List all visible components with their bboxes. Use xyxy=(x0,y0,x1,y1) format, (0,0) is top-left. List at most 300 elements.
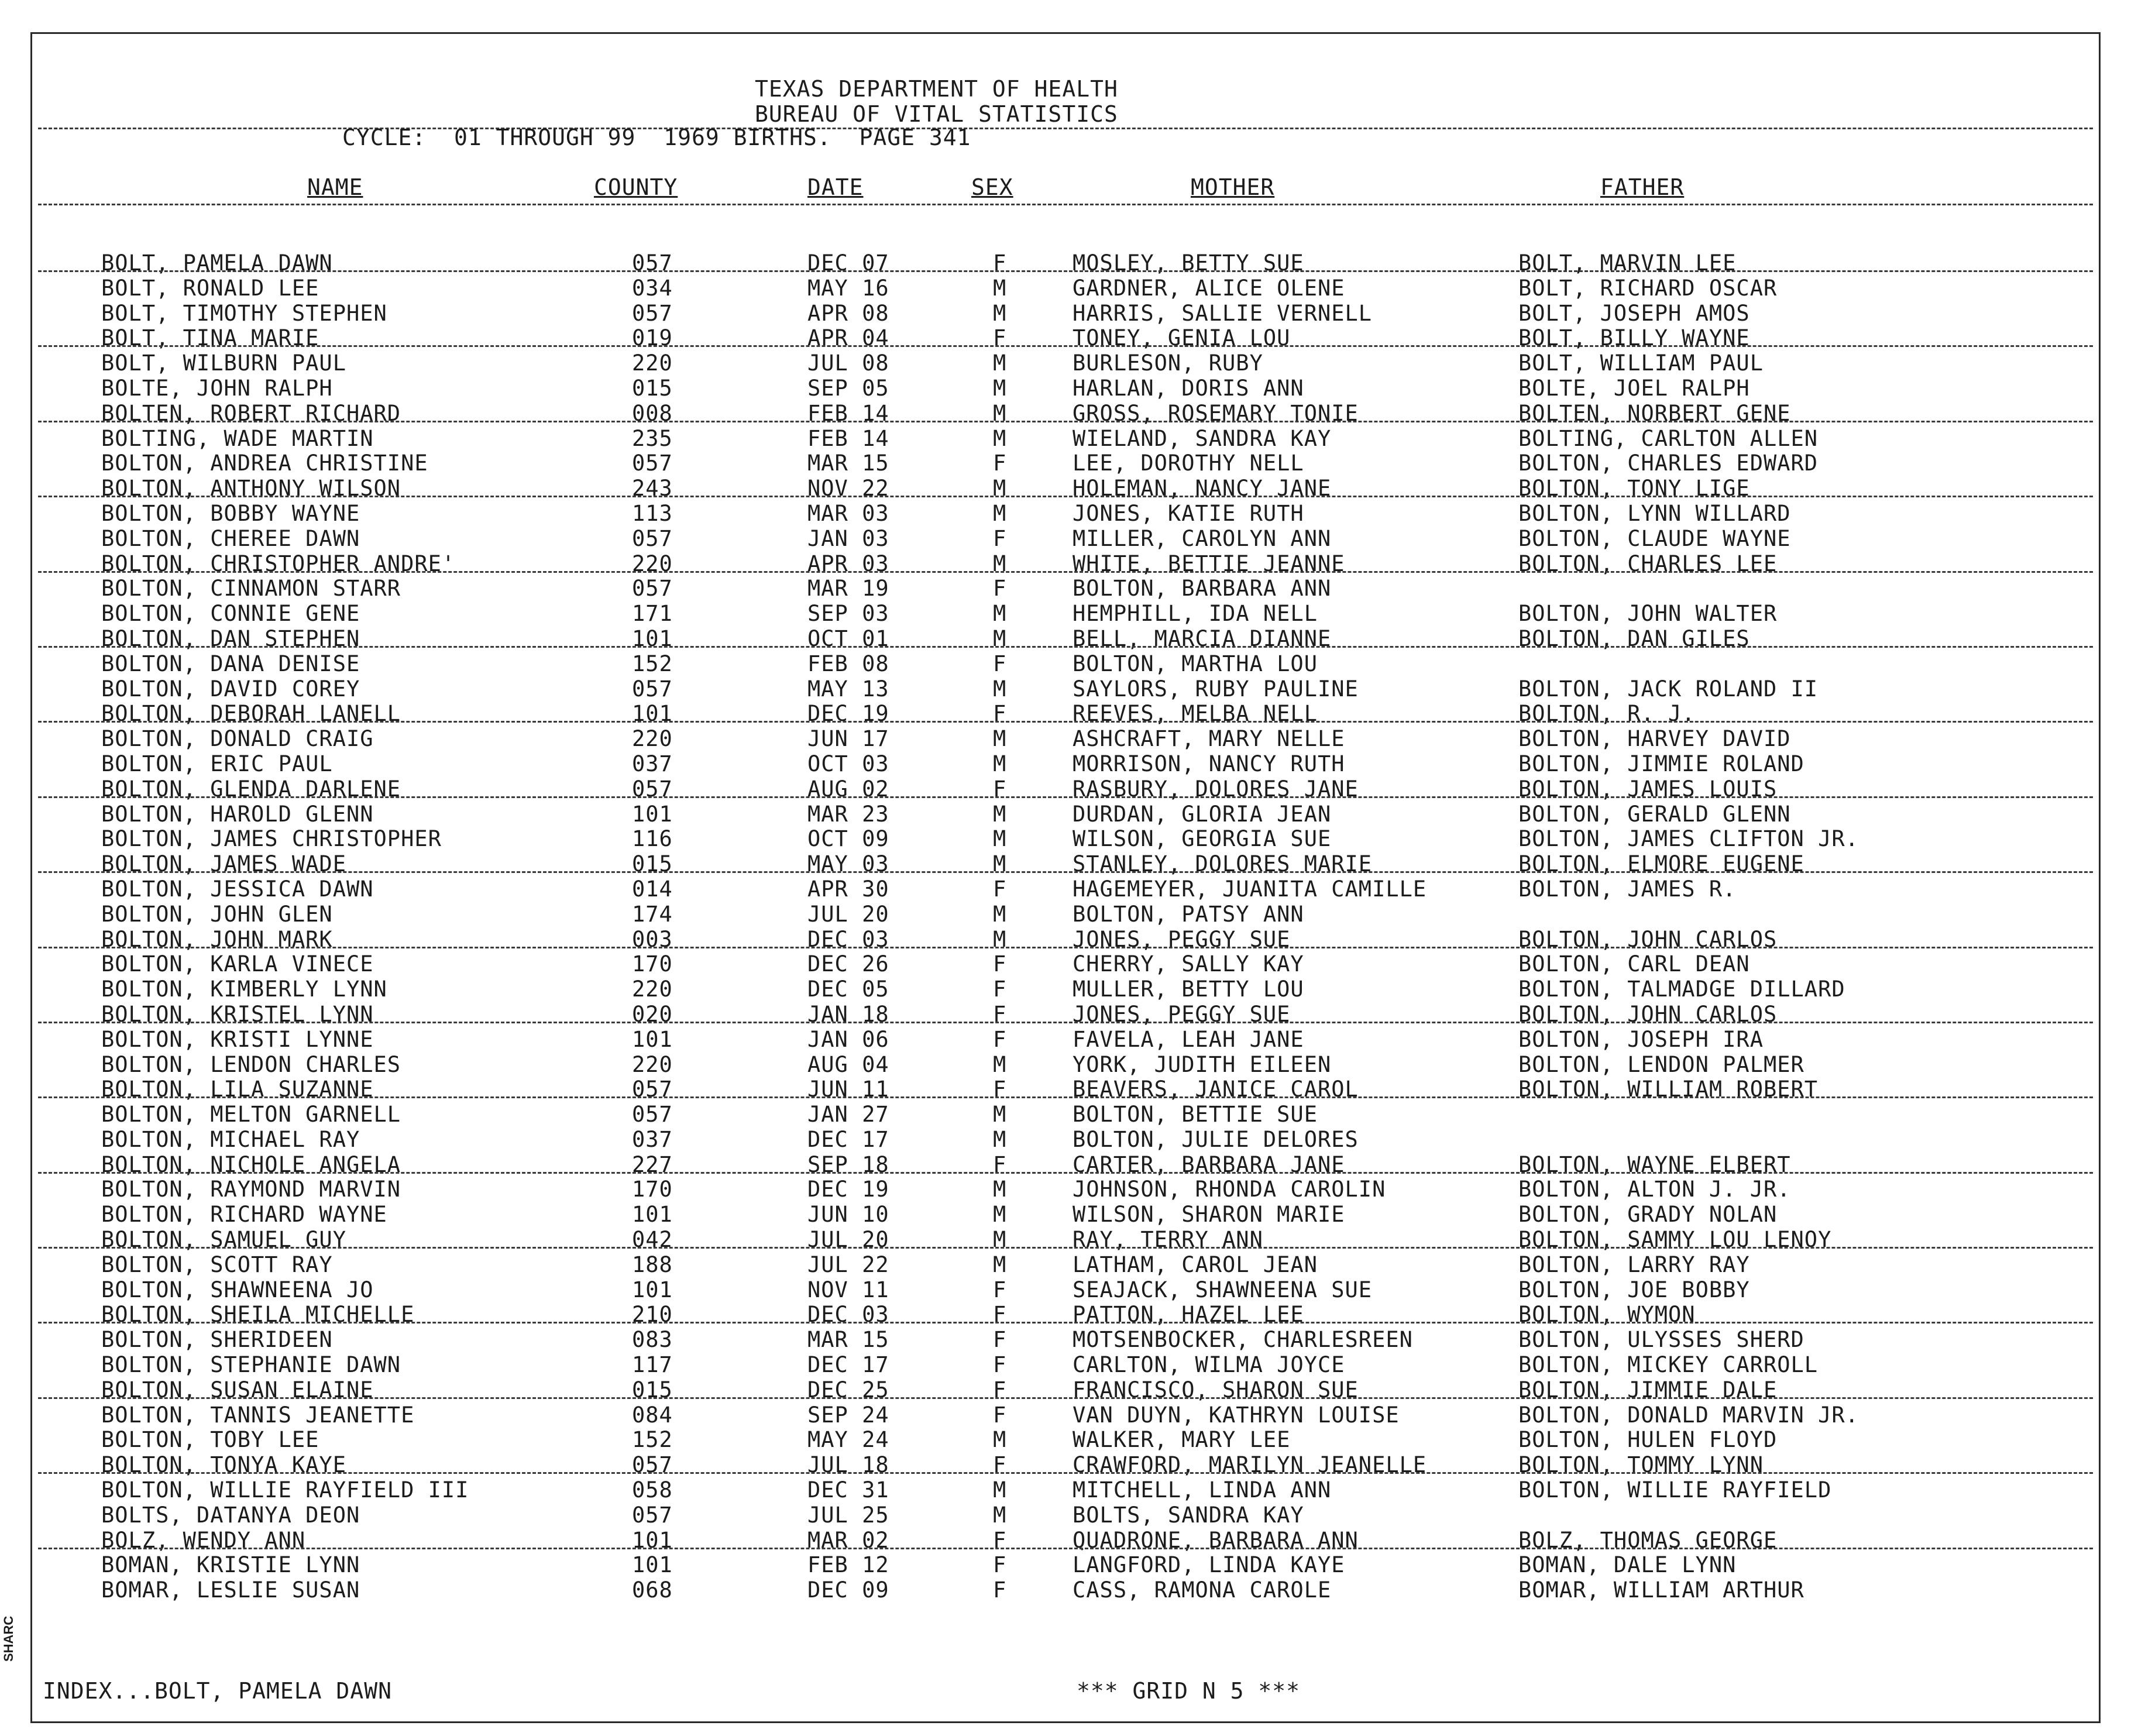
county-cell: 084 xyxy=(632,1402,673,1428)
county-cell: 116 xyxy=(632,826,673,852)
date-cell: MAY 13 xyxy=(807,676,889,702)
mother-cell: LEE, DOROTHY NELL xyxy=(1073,451,1304,476)
table-row xyxy=(32,1476,2099,1501)
mother-cell: REEVES, MELBA NELL xyxy=(1073,701,1318,727)
county-cell: 003 xyxy=(632,926,673,952)
sex-cell: F xyxy=(993,977,1007,1002)
mother-cell: HARRIS, SALLIE VERNELL xyxy=(1073,300,1373,326)
column-header-name: NAME xyxy=(307,174,363,200)
father-cell: BOLTON, MICKEY CARROLL xyxy=(1518,1352,1819,1378)
name-cell: BOLTON, SHERIDEEN xyxy=(101,1327,333,1353)
name-cell: BOLT, WILBURN PAUL xyxy=(101,350,346,376)
father-cell: BOLTON, DAN GILES xyxy=(1518,625,1750,651)
table-row xyxy=(32,625,2099,650)
county-cell: 210 xyxy=(632,1302,673,1328)
date-cell: JAN 06 xyxy=(807,1026,889,1052)
father-cell: BOLTEN, NORBERT GENE xyxy=(1518,400,1791,426)
father-cell: BOLTON, JOE BOBBY xyxy=(1518,1277,1750,1302)
sex-cell: F xyxy=(993,1527,1007,1553)
county-cell: 057 xyxy=(632,525,673,551)
father-cell: BOLTON, CARL DEAN xyxy=(1518,951,1750,977)
father-cell: BOLT, MARVIN LEE xyxy=(1518,250,1737,276)
name-cell: BOLTON, JAMES WADE xyxy=(101,851,346,877)
date-cell: DEC 03 xyxy=(807,926,889,952)
table-row xyxy=(32,550,2099,575)
table-row xyxy=(32,775,2099,800)
name-cell: BOLTON, WILLIE RAYFIELD III xyxy=(101,1477,469,1503)
date-cell: FEB 14 xyxy=(807,425,889,451)
county-cell: 057 xyxy=(632,576,673,601)
date-cell: JUN 11 xyxy=(807,1077,889,1102)
table-row xyxy=(32,1201,2099,1226)
sex-cell: F xyxy=(993,325,1007,351)
county-cell: 235 xyxy=(632,425,673,451)
county-cell: 020 xyxy=(632,1001,673,1027)
sex-cell: M xyxy=(993,726,1007,752)
sex-cell: M xyxy=(993,1227,1007,1253)
name-cell: BOLTON, JOHN MARK xyxy=(101,926,333,952)
printout-sheet xyxy=(30,32,2101,1723)
sex-cell: M xyxy=(993,400,1007,426)
county-cell: 037 xyxy=(632,751,673,776)
date-cell: JUL 20 xyxy=(807,901,889,927)
mother-cell: MOTSENBOCKER, CHARLESREEN xyxy=(1073,1327,1413,1353)
sex-cell: M xyxy=(993,926,1007,952)
sex-cell: M xyxy=(993,1202,1007,1228)
table-row xyxy=(32,1351,2099,1376)
name-cell: BOLTON, TONYA KAYE xyxy=(101,1452,346,1478)
mother-cell: CHERRY, SALLY KAY xyxy=(1073,951,1304,977)
mother-cell: WALKER, MARY LEE xyxy=(1073,1427,1291,1453)
date-cell: NOV 11 xyxy=(807,1277,889,1302)
father-cell: BOLTON, TALMADGE DILLARD xyxy=(1518,977,1845,1002)
name-cell: BOLTON, SHEILA MICHELLE xyxy=(101,1302,415,1328)
mother-cell: MORRISON, NANCY RUTH xyxy=(1073,751,1345,776)
date-cell: SEP 18 xyxy=(807,1151,889,1177)
sex-cell: M xyxy=(993,1427,1007,1453)
sex-cell: F xyxy=(993,1452,1007,1478)
date-cell: APR 04 xyxy=(807,325,889,351)
name-cell: BOLTON, JESSICA DAWN xyxy=(101,876,374,902)
mother-cell: MOSLEY, BETTY SUE xyxy=(1073,250,1304,276)
county-cell: 042 xyxy=(632,1227,673,1253)
name-cell: BOLTON, DAVID COREY xyxy=(101,676,360,702)
father-cell: BOLTON, JACK ROLAND II xyxy=(1518,676,1819,702)
father-cell: BOLTON, JAMES R. xyxy=(1518,876,1737,902)
table-row xyxy=(32,1326,2099,1351)
sex-cell: M xyxy=(993,1126,1007,1152)
name-cell: BOLTON, KRISTI LYNNE xyxy=(101,1026,374,1052)
father-cell: BOLTON, GRADY NOLAN xyxy=(1518,1202,1778,1228)
margin-mark: SHARC xyxy=(1,1615,16,1662)
mother-cell: GROSS, ROSEMARY TONIE xyxy=(1073,400,1359,426)
mother-cell: BURLESON, RUBY xyxy=(1073,350,1263,376)
father-cell: BOLTON, CHARLES LEE xyxy=(1518,551,1778,576)
table-row xyxy=(32,349,2099,374)
table-row xyxy=(32,1101,2099,1126)
county-cell: 188 xyxy=(632,1252,673,1277)
table-row xyxy=(32,1001,2099,1026)
table-row xyxy=(32,975,2099,1001)
table-row xyxy=(32,1226,2099,1251)
table-row xyxy=(32,425,2099,450)
mother-cell: JONES, PEGGY SUE xyxy=(1073,1001,1291,1027)
father-cell: BOLTON, JOHN CARLOS xyxy=(1518,1001,1778,1027)
sex-cell: M xyxy=(993,300,1007,326)
name-cell: BOLTON, SHAWNEENA JO xyxy=(101,1277,374,1302)
date-cell: DEC 19 xyxy=(807,1177,889,1202)
county-cell: 057 xyxy=(632,676,673,702)
name-cell: BOLTON, CONNIE GENE xyxy=(101,601,360,627)
table-row xyxy=(32,1051,2099,1076)
father-cell: BOLTON, JIMMIE ROLAND xyxy=(1518,751,1804,776)
date-cell: SEP 03 xyxy=(807,601,889,627)
father-cell: BOLTE, JOEL RALPH xyxy=(1518,375,1750,401)
father-cell: BOLTON, ELMORE EUGENE xyxy=(1518,851,1804,877)
sex-cell: M xyxy=(993,1177,1007,1202)
name-cell: BOLTON, BOBBY WAYNE xyxy=(101,500,360,526)
mother-cell: SEAJACK, SHAWNEENA SUE xyxy=(1073,1277,1373,1302)
sex-cell: M xyxy=(993,901,1007,927)
father-cell: BOLT, JOSEPH AMOS xyxy=(1518,300,1750,326)
name-cell: BOLTON, KIMBERLY LYNN xyxy=(101,977,387,1002)
name-cell: BOLTON, NICHOLE ANGELA xyxy=(101,1151,401,1177)
table-row xyxy=(32,950,2099,975)
mother-cell: JONES, KATIE RUTH xyxy=(1073,500,1304,526)
sex-cell: F xyxy=(993,451,1007,476)
date-cell: MAR 23 xyxy=(807,801,889,827)
table-row xyxy=(32,1251,2099,1276)
name-cell: BOLT, TIMOTHY STEPHEN xyxy=(101,300,387,326)
father-cell: BOLTON, HULEN FLOYD xyxy=(1518,1427,1778,1453)
table-row xyxy=(32,850,2099,875)
name-cell: BOLTING, WADE MARTIN xyxy=(101,425,374,451)
date-cell: JAN 18 xyxy=(807,1001,889,1027)
sex-cell: M xyxy=(993,1477,1007,1503)
index-footer: INDEX...BOLT, PAMELA DAWN xyxy=(43,1678,392,1704)
sex-cell: F xyxy=(993,1327,1007,1353)
mother-cell: CARLTON, WILMA JOYCE xyxy=(1073,1352,1345,1378)
name-cell: BOLTON, JAMES CHRISTOPHER xyxy=(101,826,442,852)
department-title: TEXAS DEPARTMENT OF HEALTH xyxy=(755,76,1118,102)
mother-cell: RASBURY, DOLORES JANE xyxy=(1073,776,1359,802)
date-cell: MAY 24 xyxy=(807,1427,889,1453)
name-cell: BOLTON, LILA SUZANNE xyxy=(101,1077,374,1102)
father-cell: BOLTON, ALTON J. JR. xyxy=(1518,1177,1791,1202)
sex-cell: F xyxy=(993,1552,1007,1578)
date-cell: DEC 05 xyxy=(807,977,889,1002)
sex-cell: F xyxy=(993,776,1007,802)
father-cell: BOLT, WILLIAM PAUL xyxy=(1518,350,1764,376)
name-cell: BOLTS, DATANYA DEON xyxy=(101,1502,360,1528)
column-header-county: COUNTY xyxy=(594,174,678,200)
name-cell: BOLT, PAMELA DAWN xyxy=(101,250,333,276)
table-row xyxy=(32,575,2099,600)
date-cell: MAR 15 xyxy=(807,1327,889,1353)
table-row xyxy=(32,600,2099,625)
date-cell: MAR 03 xyxy=(807,500,889,526)
sex-cell: M xyxy=(993,851,1007,877)
county-cell: 152 xyxy=(632,1427,673,1453)
date-cell: OCT 03 xyxy=(807,751,889,776)
date-cell: DEC 03 xyxy=(807,1302,889,1328)
table-row xyxy=(32,1527,2099,1552)
name-cell: BOLTON, HAROLD GLENN xyxy=(101,801,374,827)
sex-cell: F xyxy=(993,1151,1007,1177)
county-cell: 101 xyxy=(632,1527,673,1553)
table-row xyxy=(32,1401,2099,1426)
father-cell: BOLTON, WAYNE ELBERT xyxy=(1518,1151,1791,1177)
sex-cell: M xyxy=(993,476,1007,501)
mother-cell: WIELAND, SANDRA KAY xyxy=(1073,425,1332,451)
sex-cell: F xyxy=(993,1077,1007,1102)
father-cell: BOLTON, LENDON PALMER xyxy=(1518,1051,1804,1077)
name-cell: BOLTON, DANA DENISE xyxy=(101,651,360,676)
name-cell: BOLTON, DEBORAH LANELL xyxy=(101,701,401,727)
table-row xyxy=(32,1551,2099,1576)
column-header-mother: MOTHER xyxy=(1191,174,1275,200)
father-cell: BOLTON, SAMMY LOU LENOY xyxy=(1518,1227,1832,1253)
date-cell: NOV 22 xyxy=(807,476,889,501)
mother-cell: CASS, RAMONA CAROLE xyxy=(1073,1577,1332,1603)
table-row xyxy=(32,500,2099,525)
date-cell: MAR 15 xyxy=(807,451,889,476)
sex-cell: F xyxy=(993,1577,1007,1603)
table-row xyxy=(32,1376,2099,1401)
sex-cell: M xyxy=(993,676,1007,702)
name-cell: BOLTON, ERIC PAUL xyxy=(101,751,333,776)
mother-cell: WHITE, BETTIE JEANNE xyxy=(1073,551,1345,576)
sex-cell: F xyxy=(993,1277,1007,1302)
sex-cell: F xyxy=(993,250,1007,276)
father-cell: BOLT, RICHARD OSCAR xyxy=(1518,275,1778,301)
name-cell: BOLTON, RICHARD WAYNE xyxy=(101,1202,387,1228)
table-row xyxy=(32,449,2099,475)
father-cell: BOLTON, TONY LIGE xyxy=(1518,476,1750,501)
date-cell: JUL 25 xyxy=(807,1502,889,1528)
mother-cell: FAVELA, LEAH JANE xyxy=(1073,1026,1304,1052)
column-header-date: DATE xyxy=(807,174,864,200)
county-cell: 101 xyxy=(632,801,673,827)
date-cell: DEC 25 xyxy=(807,1377,889,1402)
date-cell: APR 08 xyxy=(807,300,889,326)
father-cell: BOMAN, DALE LYNN xyxy=(1518,1552,1737,1578)
table-row xyxy=(32,926,2099,951)
mother-cell: BOLTON, PATSY ANN xyxy=(1073,901,1304,927)
father-cell: BOLT, BILLY WAYNE xyxy=(1518,325,1750,351)
father-cell: BOLTON, CHARLES EDWARD xyxy=(1518,451,1819,476)
sex-cell: F xyxy=(993,651,1007,676)
county-cell: 113 xyxy=(632,500,673,526)
date-cell: JUL 20 xyxy=(807,1227,889,1253)
county-cell: 058 xyxy=(632,1477,673,1503)
table-row xyxy=(32,1151,2099,1176)
mother-cell: CARTER, BARBARA JANE xyxy=(1073,1151,1345,1177)
county-cell: 019 xyxy=(632,325,673,351)
father-cell: BOLTON, CLAUDE WAYNE xyxy=(1518,525,1791,551)
table-row xyxy=(32,1075,2099,1101)
mother-cell: CRAWFORD, MARILYN JEANELLE xyxy=(1073,1452,1427,1478)
table-row xyxy=(32,1276,2099,1301)
mother-cell: MITCHELL, LINDA ANN xyxy=(1073,1477,1332,1503)
sex-cell: M xyxy=(993,1051,1007,1077)
mother-cell: HOLEMAN, NANCY JANE xyxy=(1073,476,1332,501)
sex-cell: F xyxy=(993,576,1007,601)
date-cell: JUN 17 xyxy=(807,726,889,752)
father-cell: BOLTON, TOMMY LYNN xyxy=(1518,1452,1764,1478)
name-cell: BOLTON, MICHAEL RAY xyxy=(101,1126,360,1152)
mother-cell: FRANCISCO, SHARON SUE xyxy=(1073,1377,1359,1402)
county-cell: 068 xyxy=(632,1577,673,1603)
date-cell: APR 03 xyxy=(807,551,889,576)
name-cell: BOLTE, JOHN RALPH xyxy=(101,375,333,401)
date-cell: JAN 27 xyxy=(807,1102,889,1127)
father-cell: BOLTON, LARRY RAY xyxy=(1518,1252,1750,1277)
county-cell: 057 xyxy=(632,1452,673,1478)
mother-cell: SAYLORS, RUBY PAULINE xyxy=(1073,676,1359,702)
sex-cell: F xyxy=(993,876,1007,902)
name-cell: BOLZ, WENDY ANN xyxy=(101,1527,306,1553)
county-cell: 101 xyxy=(632,625,673,651)
mother-cell: BOLTON, BARBARA ANN xyxy=(1073,576,1332,601)
date-cell: FEB 12 xyxy=(807,1552,889,1578)
father-cell: BOLTON, JOHN WALTER xyxy=(1518,601,1778,627)
father-cell: BOLTON, WYMON xyxy=(1518,1302,1696,1328)
mother-cell: HARLAN, DORIS ANN xyxy=(1073,375,1304,401)
father-cell: BOLTON, JAMES LOUIS xyxy=(1518,776,1778,802)
county-cell: 015 xyxy=(632,851,673,877)
table-row xyxy=(32,725,2099,750)
county-cell: 117 xyxy=(632,1352,673,1378)
mother-cell: BOLTON, JULIE DELORES xyxy=(1073,1126,1359,1152)
date-cell: MAY 16 xyxy=(807,275,889,301)
table-row xyxy=(32,800,2099,826)
table-row xyxy=(32,900,2099,926)
sex-cell: M xyxy=(993,275,1007,301)
mother-cell: WILSON, GEORGIA SUE xyxy=(1073,826,1332,852)
column-header-father: FATHER xyxy=(1600,174,1685,200)
date-cell: FEB 14 xyxy=(807,400,889,426)
county-cell: 220 xyxy=(632,977,673,1002)
name-cell: BOLTON, SUSAN ELAINE xyxy=(101,1377,374,1402)
name-cell: BOMAN, KRISTIE LYNN xyxy=(101,1552,360,1578)
date-cell: AUG 04 xyxy=(807,1051,889,1077)
name-cell: BOLTON, TANNIS JEANETTE xyxy=(101,1402,415,1428)
name-cell: BOLTON, SCOTT RAY xyxy=(101,1252,333,1277)
mother-cell: VAN DUYN, KATHRYN LOUISE xyxy=(1073,1402,1400,1428)
mother-cell: MULLER, BETTY LOU xyxy=(1073,977,1304,1002)
table-row xyxy=(32,1576,2099,1601)
date-cell: JUL 18 xyxy=(807,1452,889,1478)
county-cell: 101 xyxy=(632,1552,673,1578)
table-row xyxy=(32,324,2099,349)
county-cell: 034 xyxy=(632,275,673,301)
mother-cell: LATHAM, CAROL JEAN xyxy=(1073,1252,1318,1277)
sex-cell: M xyxy=(993,826,1007,852)
date-cell: SEP 24 xyxy=(807,1402,889,1428)
county-cell: 220 xyxy=(632,726,673,752)
sex-cell: M xyxy=(993,500,1007,526)
name-cell: BOLTON, LENDON CHARLES xyxy=(101,1051,401,1077)
sex-cell: M xyxy=(993,375,1007,401)
father-cell: BOLTON, DONALD MARVIN JR. xyxy=(1518,1402,1859,1428)
name-cell: BOLT, TINA MARIE xyxy=(101,325,319,351)
county-cell: 174 xyxy=(632,901,673,927)
date-cell: JUL 22 xyxy=(807,1252,889,1277)
date-cell: APR 30 xyxy=(807,876,889,902)
sex-cell: M xyxy=(993,751,1007,776)
father-cell: BOLTON, WILLIE RAYFIELD xyxy=(1518,1477,1832,1503)
mother-cell: BOLTON, MARTHA LOU xyxy=(1073,651,1318,676)
sex-cell: F xyxy=(993,525,1007,551)
sex-cell: M xyxy=(993,1252,1007,1277)
name-cell: BOLTON, KARLA VINECE xyxy=(101,951,374,977)
sex-cell: F xyxy=(993,1001,1007,1027)
father-cell: BOLTON, JOSEPH IRA xyxy=(1518,1026,1764,1052)
father-cell: BOLTON, R. J. xyxy=(1518,701,1696,727)
sex-cell: M xyxy=(993,801,1007,827)
name-cell: BOLTON, DAN STEPHEN xyxy=(101,625,360,651)
cycle-line: CYCLE: 01 THROUGH 99 1969 BIRTHS. PAGE 341 xyxy=(342,125,971,150)
name-cell: BOLTON, MELTON GARNELL xyxy=(101,1102,401,1127)
father-cell: BOLTON, ULYSSES SHERD xyxy=(1518,1327,1804,1353)
mother-cell: BELL, MARCIA DIANNE xyxy=(1073,625,1332,651)
table-row xyxy=(32,825,2099,850)
county-cell: 101 xyxy=(632,1026,673,1052)
grid-footer: *** GRID N 5 *** xyxy=(1077,1678,1301,1704)
mother-cell: BEAVERS, JANICE CAROL xyxy=(1073,1077,1359,1102)
father-cell: BOLTON, JOHN CARLOS xyxy=(1518,926,1778,952)
name-cell: BOLTON, CINNAMON STARR xyxy=(101,576,401,601)
county-cell: 170 xyxy=(632,1177,673,1202)
date-cell: OCT 01 xyxy=(807,625,889,651)
date-cell: JUL 08 xyxy=(807,350,889,376)
mother-cell: YORK, JUDITH EILEEN xyxy=(1073,1051,1332,1077)
table-row xyxy=(32,475,2099,500)
table-row xyxy=(32,875,2099,900)
mother-cell: PATTON, HAZEL LEE xyxy=(1073,1302,1304,1328)
sex-cell: M xyxy=(993,350,1007,376)
date-cell: DEC 31 xyxy=(807,1477,889,1503)
mother-cell: GARDNER, ALICE OLENE xyxy=(1073,275,1345,301)
county-cell: 170 xyxy=(632,951,673,977)
table-row xyxy=(32,525,2099,550)
date-cell: DEC 09 xyxy=(807,1577,889,1603)
county-cell: 083 xyxy=(632,1327,673,1353)
sex-cell: M xyxy=(993,425,1007,451)
table-row xyxy=(32,300,2099,325)
county-cell: 171 xyxy=(632,601,673,627)
name-cell: BOLTON, CHEREE DAWN xyxy=(101,525,360,551)
table-row xyxy=(32,1501,2099,1527)
sex-cell: M xyxy=(993,1502,1007,1528)
table-row xyxy=(32,750,2099,775)
name-cell: BOLT, RONALD LEE xyxy=(101,275,319,301)
father-cell: BOLTON, WILLIAM ROBERT xyxy=(1518,1077,1819,1102)
mother-cell: RAY, TERRY ANN xyxy=(1073,1227,1263,1253)
date-cell: AUG 02 xyxy=(807,776,889,802)
father-cell: BOLTON, JAMES CLIFTON JR. xyxy=(1518,826,1859,852)
date-cell: DEC 17 xyxy=(807,1126,889,1152)
name-cell: BOMAR, LESLIE SUSAN xyxy=(101,1577,360,1603)
date-cell: OCT 09 xyxy=(807,826,889,852)
father-cell: BOLTON, LYNN WILLARD xyxy=(1518,500,1791,526)
date-cell: MAR 02 xyxy=(807,1527,889,1553)
name-cell: BOLTEN, ROBERT RICHARD xyxy=(101,400,401,426)
date-cell: DEC 19 xyxy=(807,701,889,727)
father-cell: BOLTON, GERALD GLENN xyxy=(1518,801,1791,827)
sex-cell: F xyxy=(993,1352,1007,1378)
